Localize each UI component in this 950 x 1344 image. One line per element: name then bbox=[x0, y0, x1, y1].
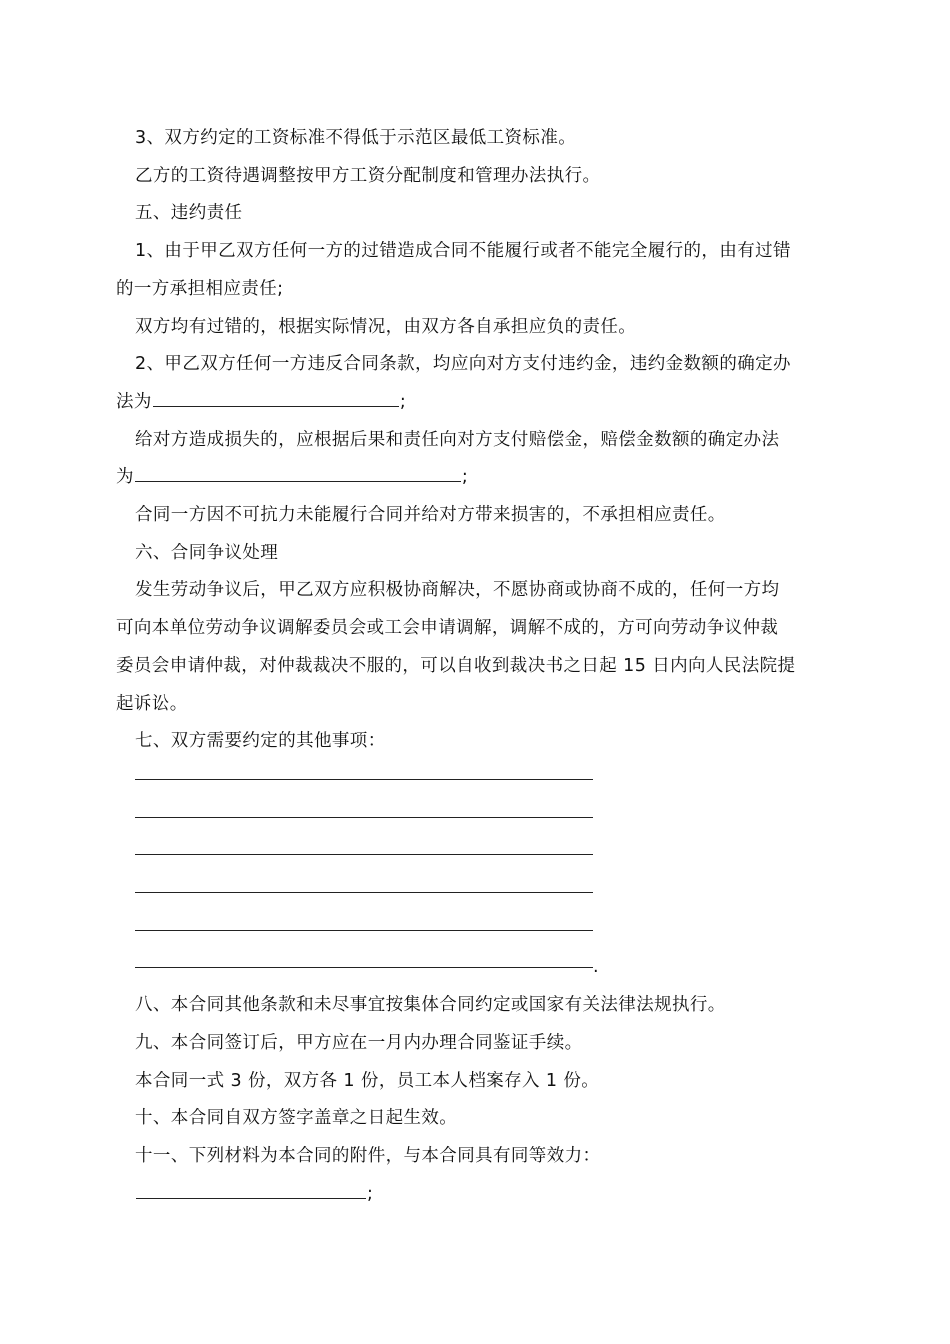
paragraph: 合同一方因不可抗力未能履行合同并给对方带来损害的，不承担相应责任。 bbox=[135, 505, 726, 526]
paragraph: 双方均有过错的，根据实际情况，由双方各自承担应负的责任。 bbox=[135, 316, 637, 337]
paragraph: 3、双方约定的工资标准不得低于示范区最低工资标准。 bbox=[135, 128, 577, 148]
paragraph: 十一、下列材料为本合同的附件，与本合同具有同等效力： bbox=[135, 1145, 601, 1166]
section-heading-breach: 五、违约责任 bbox=[135, 203, 243, 224]
compensation-method-line: 为 ; bbox=[116, 459, 836, 497]
other-matters-blank[interactable] bbox=[135, 816, 593, 818]
other-matters-blank[interactable] bbox=[135, 778, 593, 780]
paragraph: 给对方造成损失的，应根据后果和责任向对方支付赔偿金，赔偿金数额的确定办法 bbox=[135, 429, 780, 450]
other-matters-blank-line bbox=[116, 761, 836, 799]
other-matters-blank-line bbox=[116, 799, 836, 837]
contract-body bbox=[116, 120, 836, 1213]
other-matters-blank-line bbox=[116, 836, 836, 874]
paragraph: 乙方的工资待遇调整按甲方工资分配制度和管理办法执行。 bbox=[135, 165, 601, 186]
compensation-method-blank[interactable] bbox=[135, 464, 461, 482]
paragraph: 九、本合同签订后，甲方应在一月内办理合同鉴证手续。 bbox=[135, 1032, 583, 1053]
section-heading-dispute: 六、合同争议处理 bbox=[135, 542, 279, 563]
other-matters-blank-line bbox=[116, 912, 836, 950]
paragraph: 2、甲乙双方任何一方违反合同条款，均应向对方支付违约金，违约金数额的确定办 bbox=[135, 354, 791, 375]
paragraph: 十、本合同自双方签字盖章之日起生效。 bbox=[135, 1108, 458, 1129]
paragraph: 八、本合同其他条款和未尽事宜按集体合同约定或国家有关法律法规执行。 bbox=[135, 995, 726, 1016]
other-matters-blank[interactable] bbox=[135, 966, 593, 968]
paragraph: 发生劳动争议后，甲乙双方应积极协商解决，不愿协商或协商不成的，任何一方均 bbox=[135, 580, 780, 601]
other-matters-blank-line bbox=[116, 874, 836, 912]
attachment-blank[interactable] bbox=[136, 1181, 366, 1199]
other-matters-blank[interactable] bbox=[135, 891, 593, 893]
paragraph: 本合同一式 3 份，双方各 1 份，员工本人档案存入 1 份。 bbox=[135, 1070, 600, 1091]
attachment-blank-line: ; bbox=[116, 1176, 836, 1214]
other-matters-blank[interactable] bbox=[135, 929, 593, 931]
penalty-method-blank[interactable] bbox=[153, 389, 399, 407]
penalty-method-line: 法为 ; bbox=[116, 384, 836, 422]
paragraph-continuation: 的一方承担相应责任; bbox=[116, 278, 284, 299]
paragraph-continuation: 起诉讼。 bbox=[116, 693, 188, 714]
paragraph-continuation: 委员会申请仲裁，对仲裁裁决不服的，可以自收到裁决书之日起 15 日内向人民法院提 bbox=[116, 655, 796, 676]
paragraph: 1、由于甲乙双方任何一方的过错造成合同不能履行或者不能完全履行的，由有过错 bbox=[135, 241, 791, 262]
other-matters-blank-line: . bbox=[116, 949, 836, 987]
section-heading-other-matters: 七、双方需要约定的其他事项： bbox=[135, 731, 386, 752]
paragraph-continuation: 可向本单位劳动争议调解委员会或工会申请调解，调解不成的，方可向劳动争议仲裁 bbox=[116, 618, 779, 639]
other-matters-blank[interactable] bbox=[135, 853, 593, 855]
